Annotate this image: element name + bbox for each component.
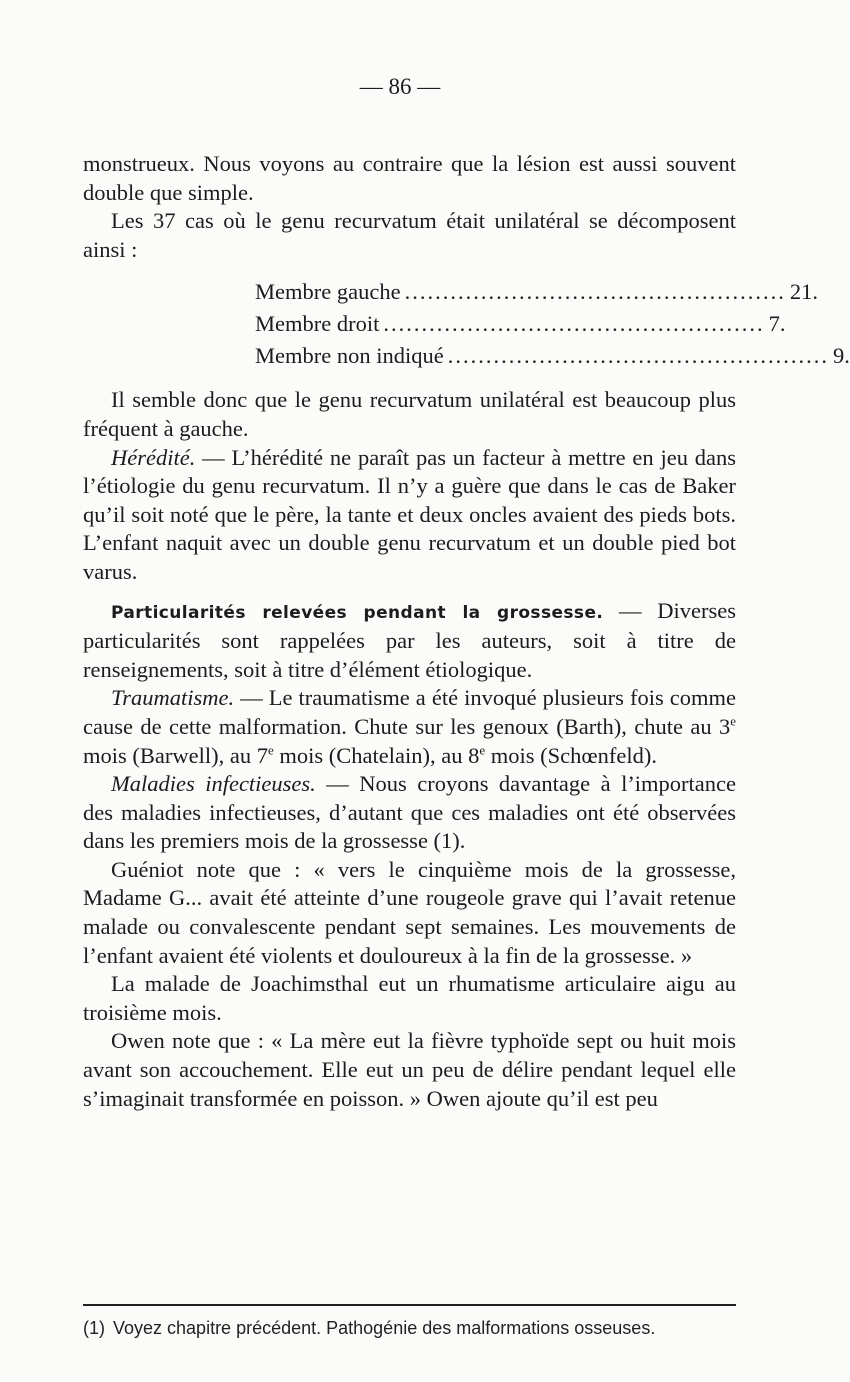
list-item-value: 9. <box>832 343 850 369</box>
footnote-divider <box>83 1304 736 1306</box>
heredite-text: — L’hérédité ne paraît pas un facteur à mettre en jeu dans l’étiologie du genu recurvatum. Il n’y a guère que dans le cas de Baker qu’il soit noté que le père, la tante et deux oncles avaient des pieds bots. L’enfant naquit avec un double genu recurvatum et un double pied bot varus. <box>83 444 736 584</box>
list-item <box>255 342 850 374</box>
paragraph-maladies <box>83 770 736 856</box>
paragraph-traumatisme <box>83 684 736 770</box>
paragraph-owen: Owen note que : « La mère eut la fièvre typhoïde sept ou huit mois avant son accouchement. Elle eut un peu de délire pendant lequel elle s’imaginait transformée en poisson. » Owen ajoute qu’il est peu <box>83 1028 736 1111</box>
ordinal-suffix: e <box>267 742 274 757</box>
particularites-text: — Diverses particularités sont rappelées par les auteurs, soit à titre de renseignements, soit à titre d’élément étiologique. <box>83 597 736 682</box>
list-item-label: Membre droit <box>255 311 380 337</box>
ordinal-suffix: e <box>479 742 486 757</box>
section-heading-particularites: Particularités relevées pendant la grossesse. <box>111 602 604 623</box>
leader-dots: .................................................. <box>447 343 829 369</box>
list-item <box>255 278 818 310</box>
traumatisme-text-c: mois (Chatelain), au 8 <box>273 742 480 768</box>
page-number: — 86 — <box>359 74 441 99</box>
paragraph-joachimsthal: La malade de Joachimsthal eut un rhumatisme articulaire aigu au troisième mois. <box>83 971 736 1025</box>
traumatisme-text-d: mois (Schœnfeld). <box>485 742 657 768</box>
maladies-text: — Nous croyons davantage à l’importance des maladies infectieuses, d’autant que ces maladies ont été observées dans les premiers mois de la grossesse (1). <box>83 771 737 854</box>
list-item-label: Membre gauche <box>255 279 401 305</box>
leader-dots: .................................................. <box>383 311 765 337</box>
leader-dots: .................................................. <box>404 279 786 305</box>
paragraph-1: monstrueux. Nous voyons au contraire que la lésion est aussi souvent double que simple. <box>83 151 736 205</box>
traumatisme-text-b: mois (Barwell), au 7 <box>83 742 268 768</box>
case-list <box>83 278 850 374</box>
body-text <box>83 150 850 1113</box>
section-title-heredite: Hérédité. <box>111 444 196 470</box>
paragraph-gueniot: Guéniot note que : « vers le cinquième mois de la grossesse, Madame G... avait été atteinte d’une rougeole grave qui l’avait retenue malade ou convalescente pendant sept semaines. Les mouvements de l’enfant avaient été violents et douloureux à la fin de la grossesse. » <box>83 856 736 968</box>
traumatisme-text-a: — Le traumatisme a été invoqué plusieurs fois comme cause de cette malformation. Chute sur les genoux (Barth), chute au 3 <box>83 685 736 739</box>
paragraph-3: Il semble donc que le genu recurvatum unilatéral est beaucoup plus fréquent à gauche. <box>83 387 736 441</box>
footnote-number: (1) <box>83 1318 105 1338</box>
section-title-maladies: Maladies infectieuses. <box>111 771 316 797</box>
paragraph-2: Les 37 cas où le genu recurvatum était unilatéral se décomposent ainsi : <box>83 208 736 262</box>
list-item <box>255 310 786 342</box>
section-title-traumatisme: Traumatisme. <box>111 685 235 711</box>
list-item-label: Membre non indiqué <box>255 343 444 369</box>
ordinal-suffix: e <box>730 713 736 729</box>
list-item-value: 7. <box>768 311 786 337</box>
paragraph-particularites <box>83 597 736 685</box>
paragraph-heredite <box>83 444 736 587</box>
list-item-value: 21. <box>789 279 818 305</box>
footnote-text: Voyez chapitre précédent. Pathogénie des malformations osseuses. <box>113 1318 656 1338</box>
footnote <box>83 1318 736 1339</box>
